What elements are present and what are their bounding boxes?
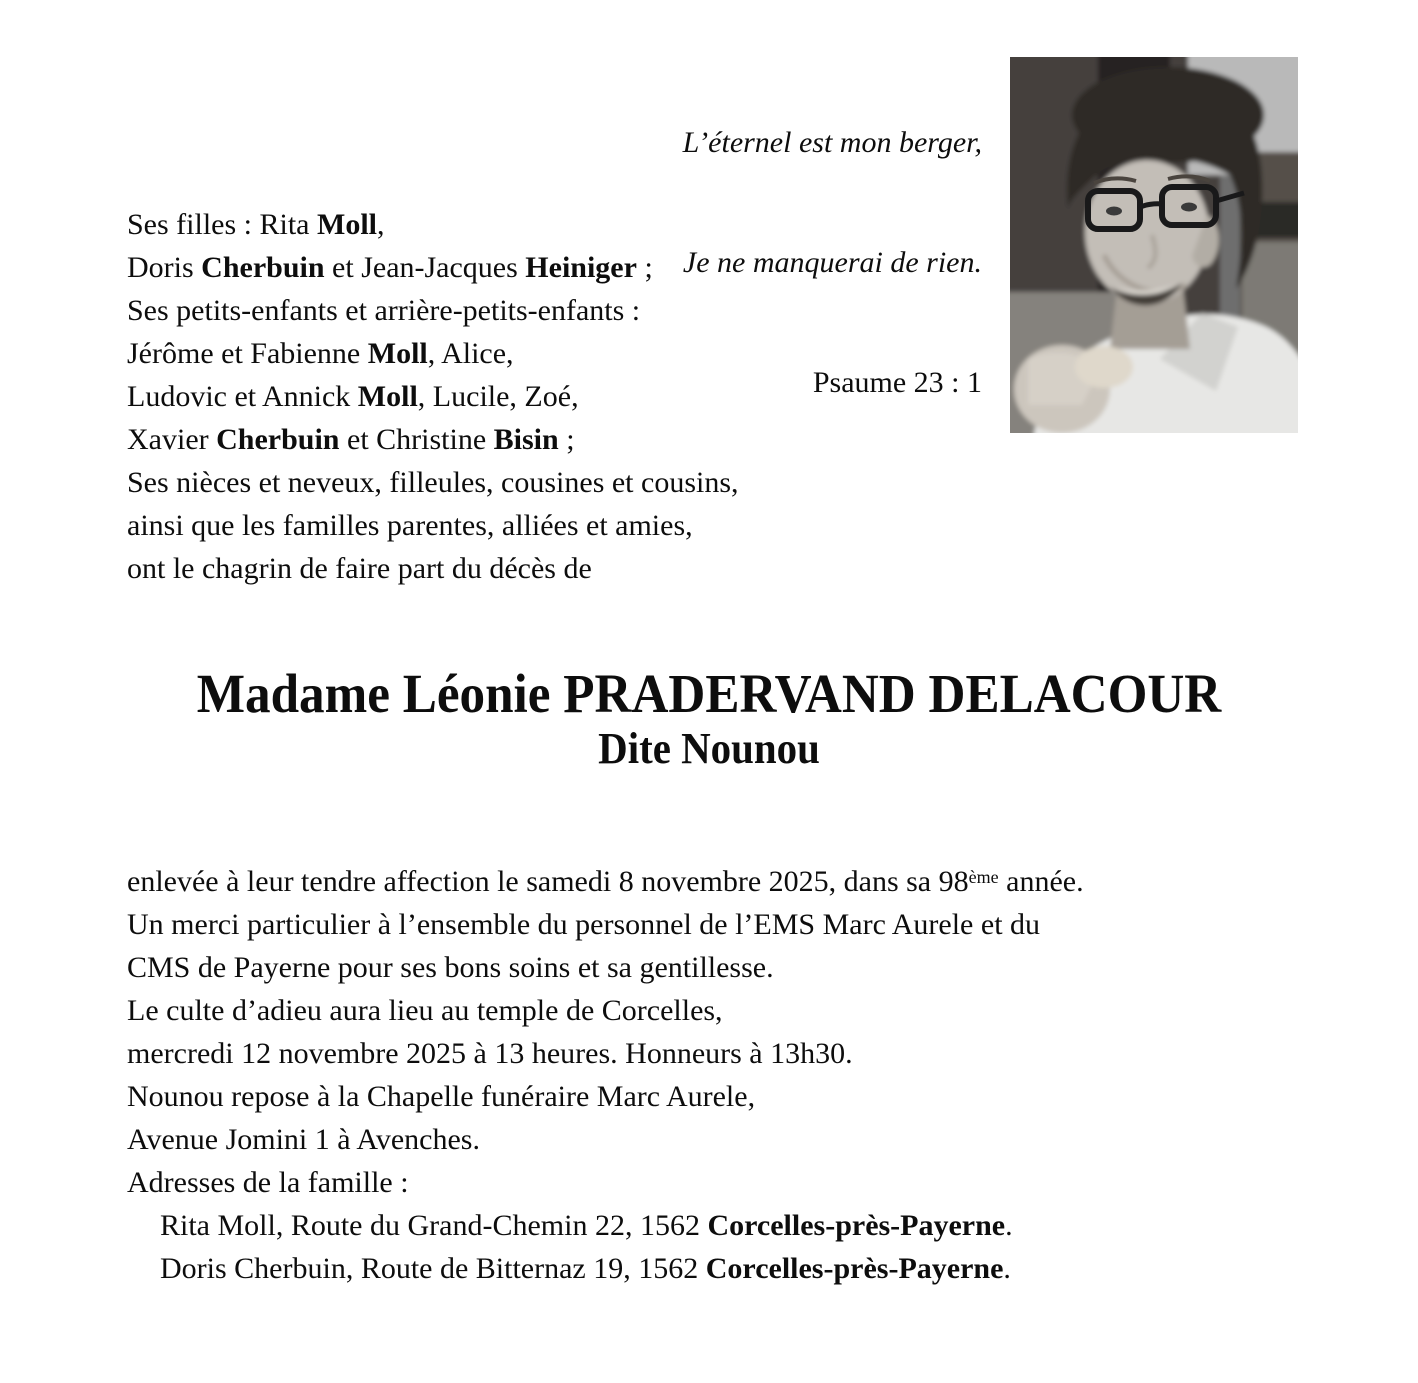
text-line: Ses nièces et neveux, filleules, cousines et cousins, <box>127 466 739 499</box>
psalm-reference: Psaume 23 : 1 <box>812 366 982 399</box>
deceased-nickname: Dite Nounou <box>598 724 820 773</box>
verse-line-2: Je ne manquerai de rien. <box>682 246 982 279</box>
portrait-photo <box>1010 57 1298 433</box>
text-line: mercredi 12 novembre 2025 à 13 heures. Honneurs à 13h30. <box>127 1037 853 1071</box>
text-line: Xavier Cherbuin et Christine Bisin ; <box>127 423 575 456</box>
portrait-photo-illustration <box>1010 57 1298 433</box>
text-line: ainsi que les familles parentes, alliées et amies, <box>127 509 693 542</box>
text-line: Un merci particulier à l’ensemble du personnel de l’EMS Marc Aurele et du <box>127 908 1041 942</box>
text-line: Adresses de la famille : <box>127 1166 409 1200</box>
verse-line-1: L’éternel est mon berger, <box>682 126 982 159</box>
text-line: Nounou repose à la Chapelle funéraire Marc Aurele, <box>127 1080 756 1114</box>
text-line: Rita Moll, Route du Grand-Chemin 22, 1562 Corcelles-près-Payerne. <box>160 1209 1013 1243</box>
text-line: Ludovic et Annick Moll, Lucile, Zoé, <box>127 380 579 413</box>
text-line: ont le chagrin de faire part du décès de <box>127 552 592 585</box>
text-line: CMS de Payerne pour ses bons soins et sa gentillesse. <box>127 951 774 985</box>
text-line: Le culte d’adieu aura lieu au temple de Corcelles, <box>127 994 723 1028</box>
text-line: Ses filles : Rita Moll, <box>127 208 385 241</box>
text-line: Ses petits-enfants et arrière-petits-enfants : <box>127 294 641 327</box>
family-announcement <box>127 203 739 590</box>
text-line: Jérôme et Fabienne Moll, Alice, <box>127 337 514 370</box>
deceased-name-title: Madame Léonie PRADERVAND DELACOUR <box>196 663 1222 724</box>
text-line: Doris Cherbuin, Route de Bitternaz 19, 1562 Corcelles-près-Payerne. <box>160 1252 1011 1286</box>
text-line: Avenue Jomini 1 à Avenches. <box>127 1123 480 1157</box>
text-line: Doris Cherbuin et Jean-Jacques Heiniger ; <box>127 251 653 284</box>
text-line: enlevée à leur tendre affection le samedi 8 novembre 2025, dans sa 98ème année. <box>127 865 1084 899</box>
funeral-details <box>127 856 1084 1290</box>
